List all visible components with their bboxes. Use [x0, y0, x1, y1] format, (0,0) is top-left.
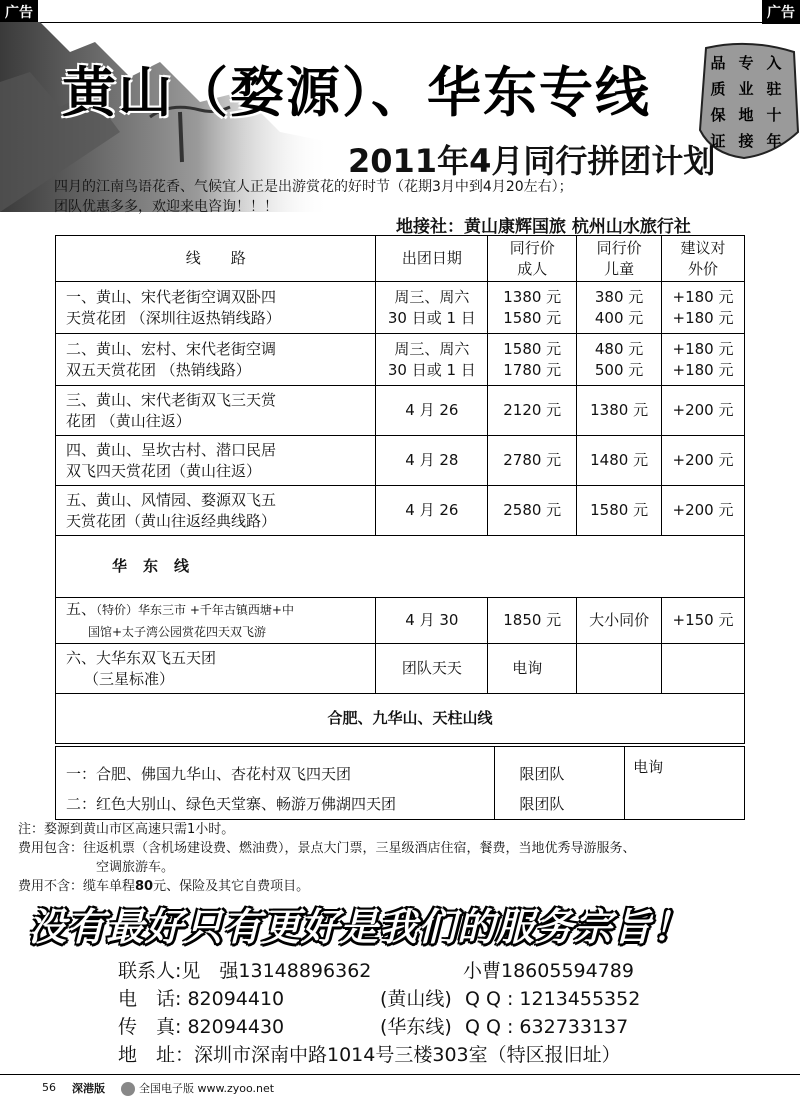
price-cell: 电询: [625, 747, 745, 820]
page-number: 56: [42, 1081, 56, 1094]
table-row: [56, 747, 745, 820]
retail-price-cell: +200 元: [662, 386, 745, 436]
date-cell: 周三、周六 30 日或 1 日: [376, 282, 488, 334]
route-cell: 四、黄山、呈坎古村、潜口民居 双飞四天赏花团（黄山往返）: [56, 436, 376, 486]
adult-price-cell: 1850 元: [488, 598, 577, 644]
date-cell: 4 月 26: [376, 386, 488, 436]
section-east-china: 华东线: [56, 536, 745, 598]
child-price-cell: 大小同价: [577, 598, 662, 644]
section-header-row: [56, 536, 745, 598]
child-price-cell: 380 元 400 元: [577, 282, 662, 334]
badge-char: 证: [710, 132, 726, 150]
child-price-cell: 1480 元: [577, 436, 662, 486]
hefei-route-table: [55, 746, 745, 820]
intro-line: 四月的江南鸟语花香、气候宜人正是出游赏花的好时节（花期3月中到4月20左右）；: [54, 179, 573, 195]
line-tag: (黄山线): [380, 988, 452, 1010]
plan-subtitle: 2011年4月同行拼团计划: [348, 142, 716, 180]
table-row: [56, 386, 745, 436]
table-row: [56, 598, 745, 644]
badge-char: 驻: [766, 80, 782, 98]
exclude-line: 费用不含：缆车单程80元、保险及其它自费项目。: [18, 879, 310, 894]
ad-label-left: 广告: [0, 0, 38, 24]
route-cell: 一：合肥、佛国九华山、杏花村双飞四天团 二：红色大别山、绿色天堂寨、畅游万佛湖四天团: [56, 747, 495, 820]
badge-char: 保: [710, 106, 726, 124]
badge-char: 入: [766, 54, 782, 72]
table-row: [56, 334, 745, 386]
type-cell: 限团队 限团队: [495, 747, 625, 820]
child-price-cell: 1580 元: [577, 486, 662, 536]
include-line: 空调旅游车。: [96, 860, 175, 875]
site-logo-icon: [121, 1082, 135, 1096]
route-cell: 六、大华东双飞五天团 （三星标准）: [56, 644, 376, 694]
retail-price-cell: +150 元: [662, 598, 745, 644]
phone-number: 电 话: 82094410: [118, 988, 285, 1010]
contact-person: 联系人:见 强13148896362: [118, 960, 372, 982]
tour-price-table: [55, 235, 745, 744]
qq-number: Q Q : 1213455352: [465, 988, 641, 1010]
retail-price-cell: +180 元 +180 元: [662, 334, 745, 386]
header-child-price: 同行价 儿童: [577, 236, 662, 282]
route-cell: 三、黄山、宋代老街双飞三天赏 花团 （黄山往返）: [56, 386, 376, 436]
include-line: 费用包含：往返机票（含机场建设费、燃油费），景点大门票，三星级酒店住宿，餐费，当地优秀导游服务、: [18, 841, 636, 856]
date-cell: 4 月 30: [376, 598, 488, 644]
badge-char: 接: [738, 132, 754, 150]
site-link[interactable]: 全国电子版 www.zyoo.net: [121, 1080, 274, 1096]
header-route: 线 路: [56, 236, 376, 282]
line-tag: (华东线): [380, 1016, 452, 1038]
ad-label-right: 广告: [762, 0, 800, 24]
header-retail-price: 建议对 外价: [662, 236, 745, 282]
contact-row: [118, 957, 640, 985]
route-cell: 五、黄山、风情园、婺源双飞五 天赏花团（黄山往返经典线路）: [56, 486, 376, 536]
table-row: [56, 486, 745, 536]
badge-char: 业: [738, 80, 754, 98]
table-row: [56, 282, 745, 334]
section-header-row: [56, 694, 745, 744]
note-line: 注：婺源到黄山市区高速只需1小时。: [18, 822, 235, 837]
adult-price-cell: 1380 元 1580 元: [488, 282, 577, 334]
contact-info: [118, 957, 640, 1069]
service-slogan: 没有最好只有更好是我们的服务宗旨！: [28, 905, 692, 949]
route-cell: 一、黄山、宋代老街空调双卧四 天赏花团 （深圳往返热销线路）: [56, 282, 376, 334]
table-row: [56, 436, 745, 486]
badge-char: 年: [766, 132, 782, 150]
date-cell: 4 月 28: [376, 436, 488, 486]
contact-row: [118, 985, 640, 1013]
table-header-row: [56, 236, 745, 282]
contact-row: [118, 1013, 640, 1041]
adult-price-cell: 2780 元: [488, 436, 577, 486]
child-price-cell: 480 元 500 元: [577, 334, 662, 386]
retail-price-cell: [662, 644, 745, 694]
header-date: 出团日期: [376, 236, 488, 282]
qq-number: Q Q : 632733137: [465, 1016, 629, 1038]
fee-notes: [18, 820, 793, 896]
intro-text: [54, 177, 774, 217]
table-row: [56, 644, 745, 694]
date-cell: 团队天天: [376, 644, 488, 694]
section-hefei: 合肥、九华山、天柱山线: [56, 694, 745, 744]
header-adult-price: 同行价 成人: [488, 236, 577, 282]
badge-char: 地: [738, 106, 754, 124]
retail-price-cell: +180 元 +180 元: [662, 282, 745, 334]
child-price-cell: 1380 元: [577, 386, 662, 436]
badge-char: 品: [710, 54, 726, 72]
badge-char: 十: [766, 106, 782, 124]
badge-char: 质: [710, 80, 726, 98]
adult-price-cell: 2120 元: [488, 386, 577, 436]
adult-price-cell: 1580 元 1780 元: [488, 334, 577, 386]
edition-label: 深港版: [72, 1081, 105, 1095]
address: 地 址：深圳市深南中路1014号三楼303室（特区报旧址）: [118, 1044, 621, 1066]
route-cell: 二、黄山、宏村、宋代老街空调 双五天赏花团 （热销线路）: [56, 334, 376, 386]
date-cell: 4 月 26: [376, 486, 488, 536]
badge-char: 专: [738, 54, 754, 72]
fax-number: 传 真: 82094430: [118, 1016, 285, 1038]
route-cell: 五、（特价）华东三市 +千年古镇西塘+中 国馆+太子湾公园赏花四天双飞游: [56, 598, 376, 644]
retail-price-cell: +200 元: [662, 486, 745, 536]
adult-price-cell: 2580 元: [488, 486, 577, 536]
page-title: 黄山（婺源）、华东专线: [62, 60, 651, 124]
date-cell: 周三、周六 30 日或 1 日: [376, 334, 488, 386]
local-agency: 地接社：黄山康辉国旅 杭州山水旅行社: [396, 217, 691, 237]
retail-price-cell: +200 元: [662, 436, 745, 486]
contact-person-2: 小曹18605594789: [463, 960, 634, 982]
adult-price-cell: 电询: [488, 644, 577, 694]
intro-line: 团队优惠多多，欢迎来电咨询！！！: [54, 199, 278, 215]
contact-row: [118, 1041, 640, 1069]
page-footer: [0, 1074, 800, 1100]
child-price-cell: [577, 644, 662, 694]
